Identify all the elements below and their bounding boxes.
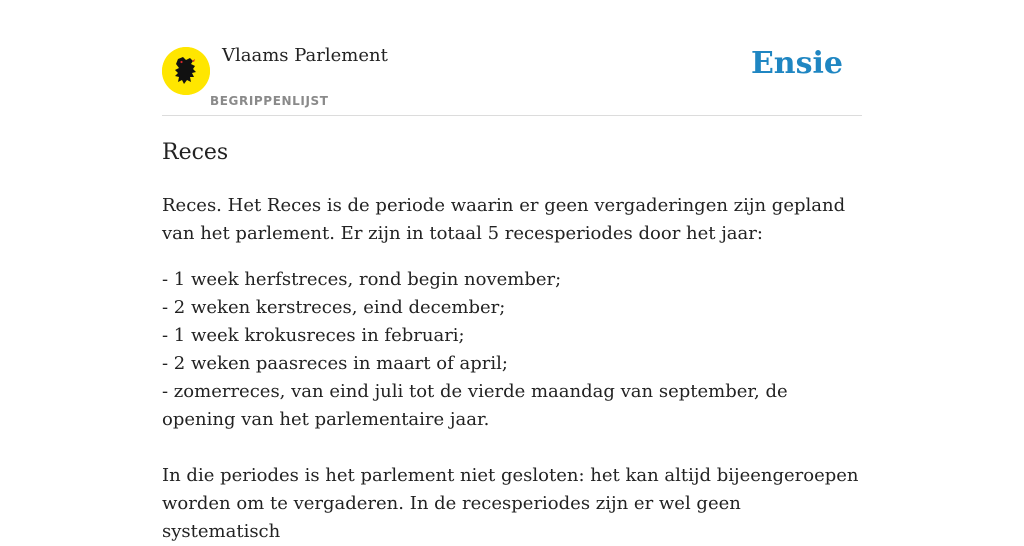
organization-name[interactable]: Vlaams Parlement [222,45,388,66]
ensie-logo[interactable]: Ensie [750,46,843,81]
section-label[interactable]: BEGRIPPENLIJST [210,94,329,108]
recess-list [162,266,862,434]
flemish-lion-icon[interactable] [162,47,210,95]
list-item: - 1 week herfstreces, rond begin november; [162,269,562,290]
page-container [162,0,862,542]
header [162,0,862,116]
closing-paragraph: In die periodes is het parlement niet gesloten: het kan altijd bijeengeroepen worden om te vergaderen. In de recesperiodes zijn er wel geen systematisch [162,465,859,542]
list-item: - zomerreces, van eind juli tot de vierde maandag van september, de opening van het parlementaire jaar. [162,381,788,430]
page-title: Reces [162,140,229,165]
list-item: - 2 weken paasreces in maart of april; [162,353,508,374]
intro-paragraph: Reces. Het Reces is de periode waarin er geen vergaderingen zijn gepland van het parlement. Er zijn in totaal 5 recesperiodes door het jaar: [162,195,846,244]
list-item: - 2 weken kerstreces, eind december; [162,297,506,318]
list-item: - 1 week krokusreces in februari; [162,325,465,346]
